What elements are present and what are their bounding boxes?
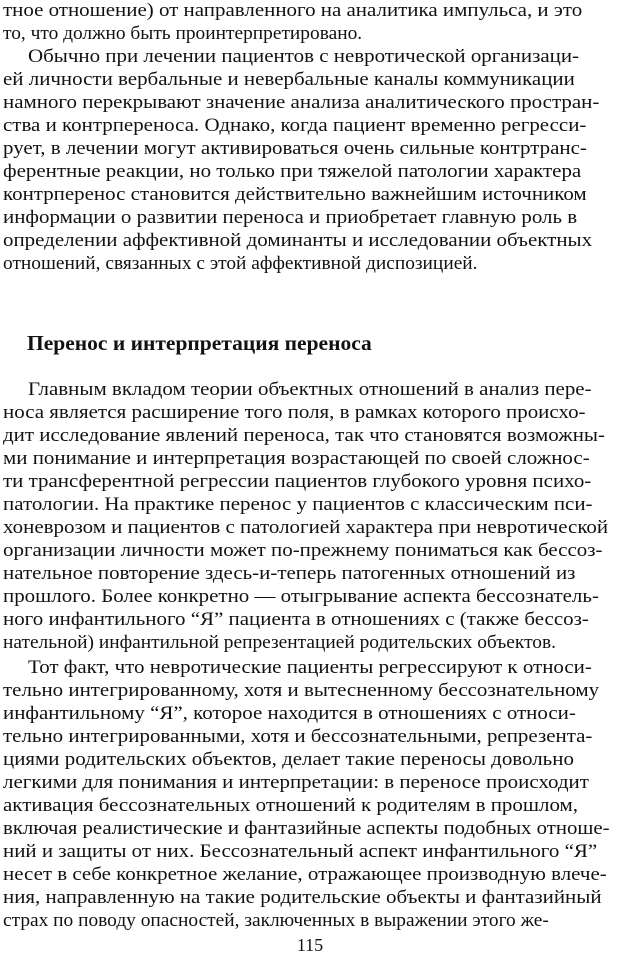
text-line: патологии. На практике перенос у пациентов с классическим пси- xyxy=(3,494,593,515)
text-line: нательное повторение здесь-и-теперь патогенных отношений из xyxy=(3,563,576,584)
text-line: включая реалистические и фантазийные аспекты подобных отноше- xyxy=(3,818,610,839)
text-line: тное отношение) от направленного на аналитика импульса, и это xyxy=(3,0,583,21)
text-line: Тот факт, что невротические пациенты регрессируют к относи- xyxy=(28,657,592,678)
text-line: ми понимание и интерпретация возрастающей по своей сложнос- xyxy=(3,448,590,469)
text-line: Главным вкладом теории объектных отношений в анализ пере- xyxy=(28,379,592,400)
section-heading: Перенос и интерпретация переноса xyxy=(27,331,372,355)
text-line: намного перекрывают значение анализа аналитического простран- xyxy=(3,92,600,113)
text-line: организации личности может по-прежнему пониматься как бессоз- xyxy=(3,540,603,561)
text-line: ний и защиты от них. Бессознательный аспект инфантильного “Я” xyxy=(3,841,598,862)
text-line: определении аффективной доминанты и исследовании объектных xyxy=(3,230,593,251)
text-line: ферентные реакции, но только при тяжелой патологии характера xyxy=(3,161,582,182)
text-line: инфантильному “Я”, которое находится в отношениях с относи- xyxy=(3,703,576,724)
text-line: ного инфантильного “Я” пациента в отношениях с (также бессоз- xyxy=(3,609,589,630)
text-line: контрперенос становится действительно важнейшим источником xyxy=(3,184,587,205)
text-line: тельно интегрированному, хотя и вытесненному бессознательному xyxy=(3,680,600,701)
text-line: носа является расширение того поля, в рамках которого происхо- xyxy=(3,402,586,423)
text-line: рует, в лечении могут активироваться очень сильные контртранс- xyxy=(3,138,587,159)
text-line: отношений, связанных с этой аффективной диспозицией. xyxy=(3,253,478,274)
text-line: ства и контрпереноса. Однако, когда пациент временно регресси- xyxy=(3,115,587,136)
page-number: 115 xyxy=(296,935,324,955)
text-line: ей личности вербальные и невербальные каналы коммуникации xyxy=(3,69,575,90)
text-line: нательной) инфантильной репрезентацией родительских объектов. xyxy=(3,632,556,653)
text-line: несет в себе конкретное желание, отражающее производную влече- xyxy=(3,864,607,885)
text-line: то, что должно быть проинтерпретировано. xyxy=(3,23,363,44)
text-line: активация бессознательных отношений к родителям в прошлом, xyxy=(3,795,579,816)
text-line: страх по поводу опасностей, заключенных в выражении этого же- xyxy=(3,910,549,931)
text-line: тельно интегрированными, хотя и бессознательными, репрезента- xyxy=(3,726,593,747)
text-line: легкими для понимания и интерпретации: в переносе происходит xyxy=(3,772,589,793)
text-line: хоневрозом и пациентов с патологией характера при невротической xyxy=(3,517,609,538)
text-line: Обычно при лечении пациентов с невротической организаци- xyxy=(28,46,580,67)
text-line: ния, направленную на такие родительские объекты и фантазийный xyxy=(3,887,602,908)
text-line: дит исследование явлений переноса, так что становятся возможны- xyxy=(3,425,605,446)
text-line: прошлого. Более конкретно — отыгрывание аспекта бессознатель- xyxy=(3,586,599,607)
text-line: циями родительских объектов, делает такие переносы довольно xyxy=(3,749,574,770)
text-line: информации о развитии переноса и приобретает главную роль в xyxy=(3,207,578,228)
text-line: ти трансферентной регрессии пациентов глубокого уровня психо- xyxy=(3,471,592,492)
